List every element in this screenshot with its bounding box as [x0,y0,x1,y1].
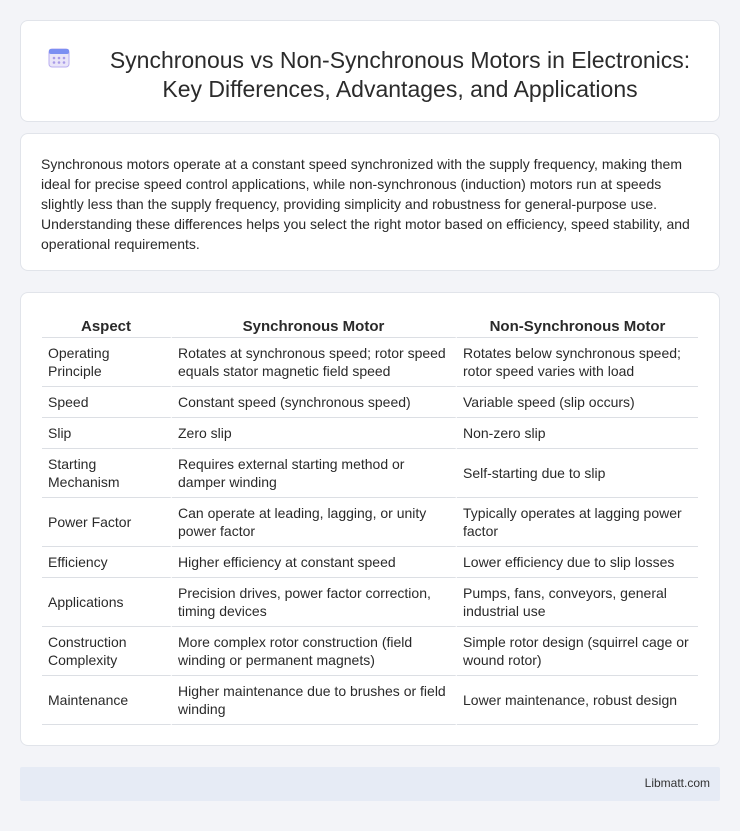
header-aspect: Aspect [42,314,172,338]
cell-aspect: Construction Complexity [42,627,172,676]
footer-bar [20,767,720,801]
cell-aspect: Applications [42,578,172,627]
title-card [20,20,720,122]
cell-non-synchronous: Self-starting due to slip [457,449,698,498]
page-title: Synchronous vs Non-Synchronous Motors in Electronics: Key Differences, Advantages, and Applications [109,47,691,102]
table-row [42,387,698,418]
cell-synchronous: Rotates at synchronous speed; rotor speed equals stator magnetic field speed [172,338,457,387]
table-row [42,449,698,498]
table-header-row [42,314,698,338]
cell-aspect: Power Factor [42,498,172,547]
intro-paragraph: Synchronous motors operate at a constant speed synchronized with the supply frequency, making them ideal for precise speed control applications, while non-synchronous (induction) motors run at speeds slightly less than the supply frequency, providing simplicity and robustness for general-purpose use. Understanding these differences helps you select the right motor based on efficiency, speed stability, and operational requirements. [41,156,690,252]
comparison-table [42,314,698,725]
cell-aspect: Maintenance [42,676,172,725]
cell-synchronous: Higher maintenance due to brushes or field winding [172,676,457,725]
table-row [42,338,698,387]
header-non-synchronous: Non-Synchronous Motor [457,314,698,338]
cell-synchronous: Can operate at leading, lagging, or unity power factor [172,498,457,547]
header-synchronous: Synchronous Motor [172,314,457,338]
table-row [42,578,698,627]
table-row [42,547,698,578]
cell-aspect: Efficiency [42,547,172,578]
cell-non-synchronous: Typically operates at lagging power factor [457,498,698,547]
cell-synchronous: Constant speed (synchronous speed) [172,387,457,418]
cell-synchronous: Higher efficiency at constant speed [172,547,457,578]
cell-non-synchronous: Lower efficiency due to slip losses [457,547,698,578]
cell-non-synchronous: Simple rotor design (squirrel cage or wound rotor) [457,627,698,676]
cell-non-synchronous: Rotates below synchronous speed; rotor speed varies with load [457,338,698,387]
cell-synchronous: More complex rotor construction (field winding or permanent magnets) [172,627,457,676]
cell-non-synchronous: Non-zero slip [457,418,698,449]
footer-brand[interactable]: Libmatt.com [644,776,710,790]
cell-aspect: Slip [42,418,172,449]
cell-non-synchronous: Variable speed (slip occurs) [457,387,698,418]
cell-synchronous: Precision drives, power factor correction, timing devices [172,578,457,627]
calendar-icon [48,46,70,68]
cell-aspect: Operating Principle [42,338,172,387]
cell-non-synchronous: Lower maintenance, robust design [457,676,698,725]
cell-non-synchronous: Pumps, fans, conveyors, general industrial use [457,578,698,627]
cell-aspect: Speed [42,387,172,418]
cell-synchronous: Requires external starting method or damper winding [172,449,457,498]
table-row [42,418,698,449]
intro-card [20,133,720,271]
cell-aspect: Starting Mechanism [42,449,172,498]
table-row [42,676,698,725]
table-row [42,498,698,547]
table-row [42,627,698,676]
comparison-card [20,292,720,746]
cell-synchronous: Zero slip [172,418,457,449]
